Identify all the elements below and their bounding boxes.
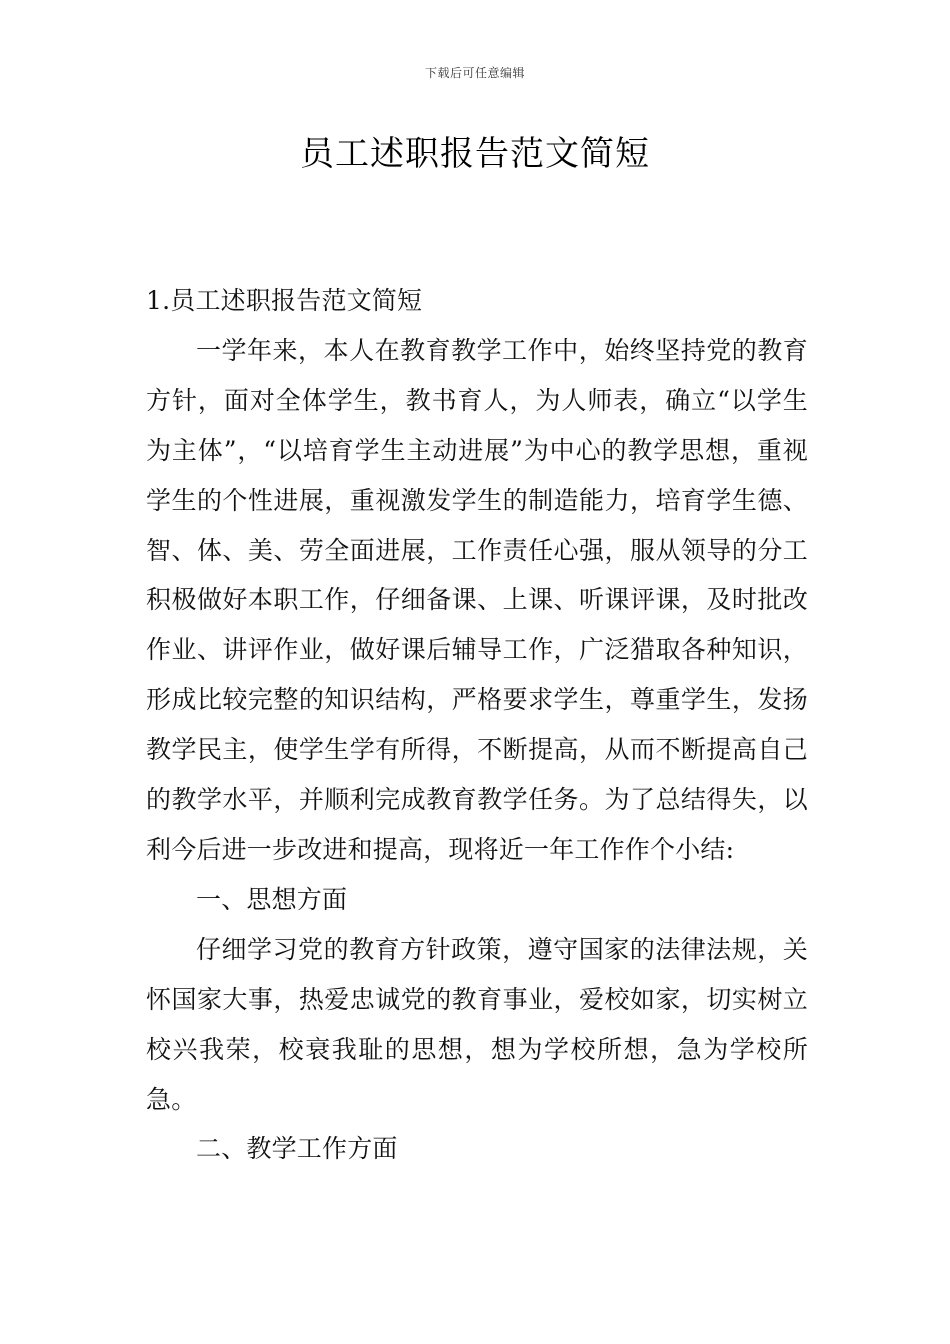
subheading-teaching: 二、教学工作方面 xyxy=(196,1134,398,1164)
document-title: 员工述职报告范文简短 xyxy=(300,134,650,174)
header-note: 下载后可任意编辑 xyxy=(424,66,525,80)
section-heading: 1.员工述职报告范文简短 xyxy=(146,286,423,315)
paragraph-thought: 仔细学习党的教育方针政策，遵守国家的法律法规，关怀国家大事，热爱忠诚党的教育事业，爱校如家，切实树立校兴我荣，校衰我耻的思想，想为学校所想，急为学校所急。 xyxy=(146,934,808,1114)
paragraph-intro: 一学年来，本人在教育教学工作中，始终坚持党的教育方针，面对全体学生，教书育人，为人师表，确立“以学生为主体”，“以培育学生主动进展”为中心的教学思想，重视学生的个性进展，重视激发学生的制造能力，培育学生德、智、体、美、劳全面进展，工作责任心强，服从领导的分工积极做好本职工作，仔细备课、上课、听课评课，及时批改作业、讲评作业，做好课后辅导工作，广泛猎取各种知识，形成比较完整的知识结构，严格要求学生，尊重学生，发扬教学民主，使学生学有所得，不断提高，从而不断提高自己的教学水平，并顺利完成教育教学任务。为了总结得失，以利今后进一步改进和提高，现将近一年工作作个小结: xyxy=(146,335,808,864)
subheading-thought: 一、思想方面 xyxy=(196,884,348,914)
document-body xyxy=(146,276,808,1174)
